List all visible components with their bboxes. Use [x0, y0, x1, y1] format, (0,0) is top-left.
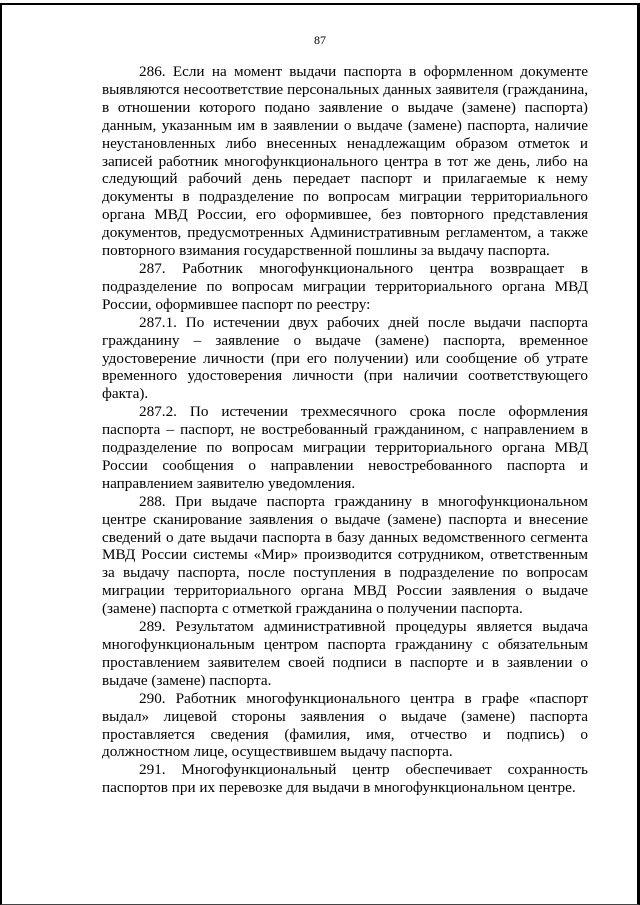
paragraph-290: 290. Работник многофункционального центра в графе «паспорт выдал» лицевой стороны заявления о выдаче (замене) паспорта проставляется сведения (фамилия, имя, отчество и подпись) о должностном лице, осуществившем выдачу паспорта. — [102, 689, 588, 761]
paragraph-287-1: 287.1. По истечении двух рабочих дней после выдачи паспорта гражданину – заявление о выдаче (замене) паспорта, временное удостоверение личности (при его получении) или сообщение об утрате временного удостоверения личности (при наличии соответствующего факта). — [102, 313, 588, 403]
paragraph-288: 288. При выдаче паспорта гражданину в многофункциональном центре сканирование заявления о выдаче (замене) паспорта и внесение сведений о дате выдачи паспорта в базу данных ведомственного сегмента МВД России системы «Мир» производится сотрудником, ответственным за выдачу паспорта, после поступления в подразделение по вопросам миграции территориального органа МВД России заявления о выдаче (замене) паспорта с отметкой гражданина о получении паспорта. — [102, 492, 588, 618]
paragraph-291: 291. Многофункциональный центр обеспечивает сохранность паспортов при их перевозке для выдачи в многофункциональном центре. — [102, 761, 588, 797]
document-body — [102, 63, 588, 797]
paragraph-286: 286. Если на момент выдачи паспорта в оформленном документе выявляются несоответствие персональных данных заявителя (гражданина, в отношении которого подано заявление о выдаче (замене) паспорта) данным, указанным им в заявлении о выдаче (замене) паспорта, наличие неустановленных либо внесенных ненадлежащим образом отметок и записей работник многофункционального центра в тот же день, либо на следующий рабочий день передает паспорт и прилагаемые к нему документы в подразделение по вопросам миграции территориального органа МВД России, его оформившее, без повторного представления документов, предусмотренных Административным регламентом, а также повторного взимания государственной пошлины за выдачу паспорта. — [102, 63, 588, 260]
paragraph-287-2: 287.2. По истечении трехмесячного срока после оформления паспорта – паспорт, не востребованный гражданином, с направлением в подразделение по вопросам миграции территориального органа МВД России сообщения о направлении невостребованного паспорта и направлением заявителю уведомления. — [102, 403, 588, 492]
paragraph-289: 289. Результатом административной процедуры является выдача многофункциональным центром паспорта гражданину с обязательным проставлением заявителем своей подписи в паспорте и в заявлении о выдаче (замене) паспорта. — [102, 618, 588, 689]
page-number: 87 — [314, 33, 326, 47]
paragraph-287: 287. Работник многофункционального центра возвращает в подразделение по вопросам миграции территориального органа МВД России, оформившее паспорт по реестру: — [102, 259, 588, 313]
